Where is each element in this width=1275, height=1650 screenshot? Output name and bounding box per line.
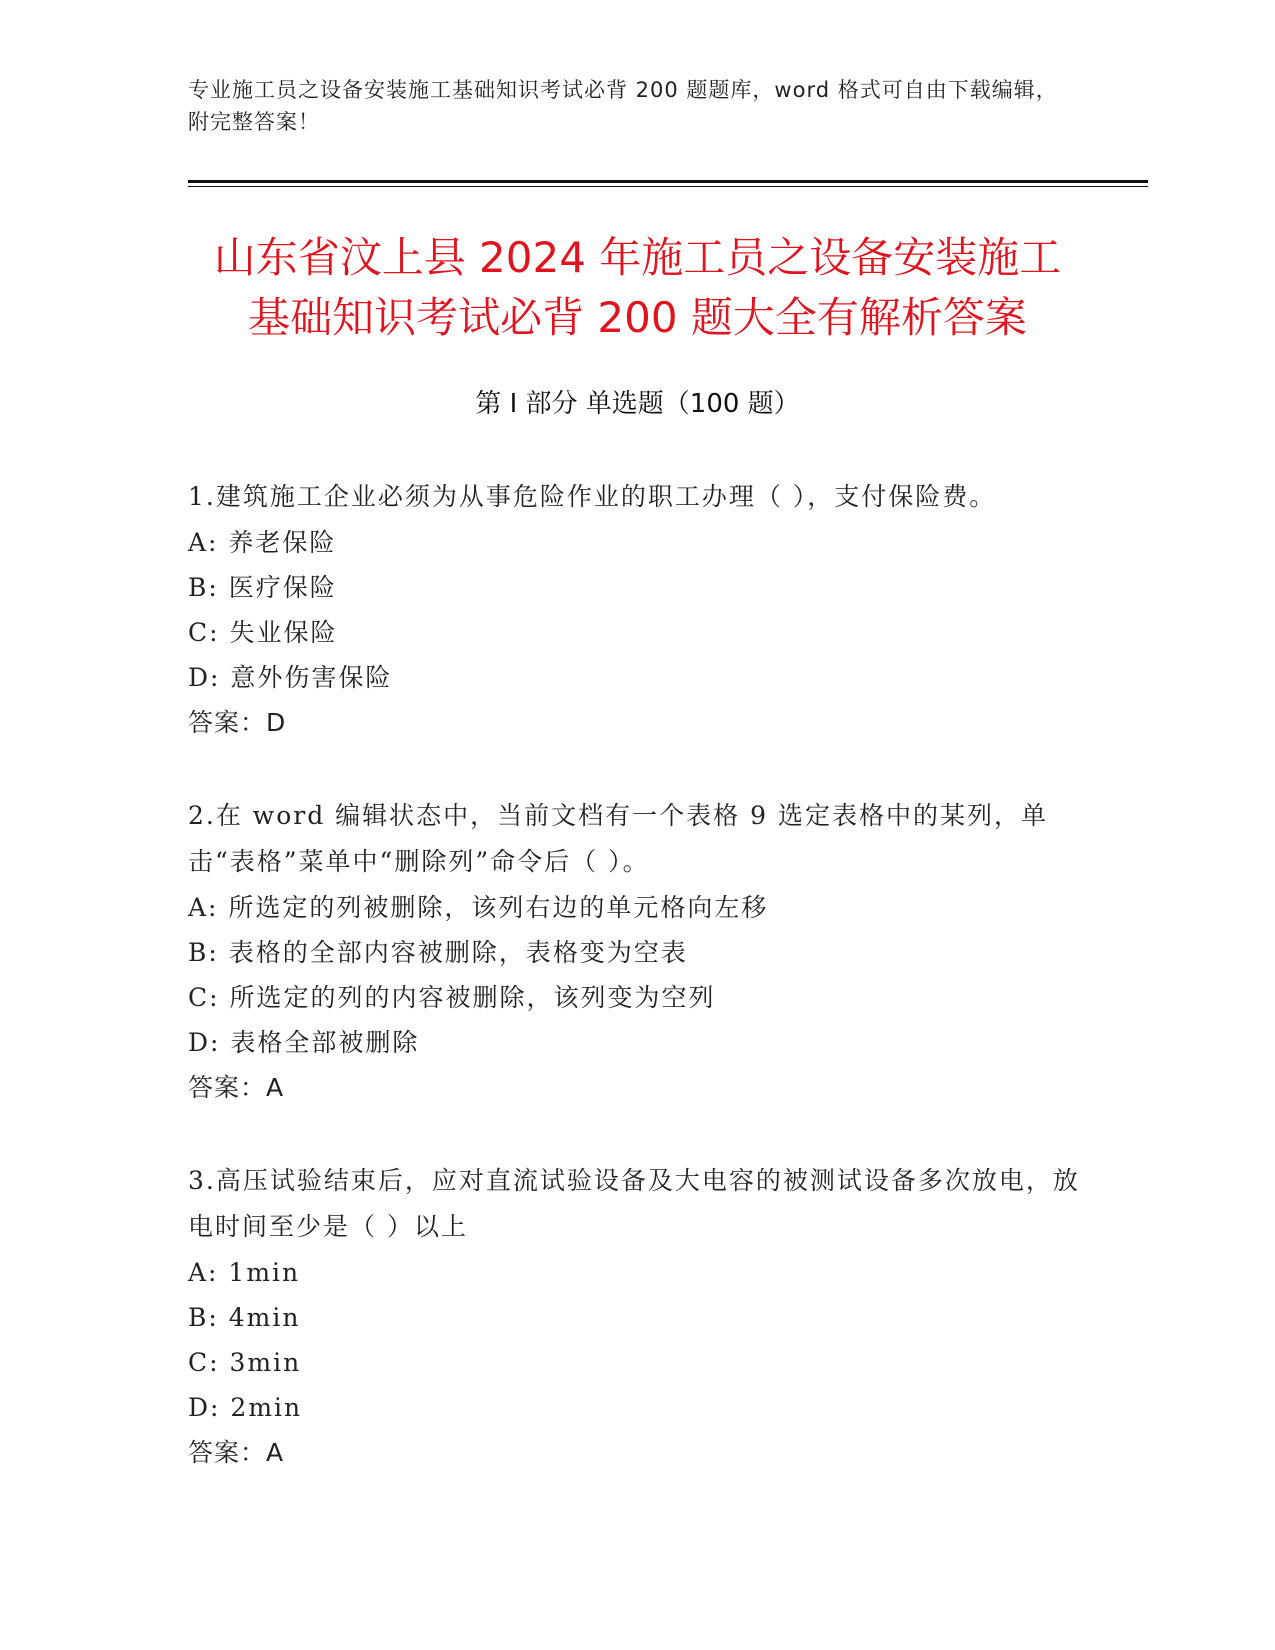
section-title: 第 I 部分 单选题（100 题） <box>475 389 800 419</box>
question-stem: 3.高压试验结束后，应对直流试验设备及大电容的被测试设备多次放电，放电时间至少是（ ）以上 <box>188 1166 1080 1241</box>
question-list <box>188 474 1088 1523</box>
option-b: B: 医疗保险 <box>188 573 337 602</box>
option-d: D: 意外伤害保险 <box>188 663 393 692</box>
option-a: A: 所选定的列被删除，该列右边的单元格向左移 <box>188 893 769 922</box>
header-description: 专业施工员之设备安装施工基础知识考试必背 200 题题库，word 格式可自由下载编辑，附完整答案！ <box>188 78 1058 134</box>
answer: 答案：A <box>188 1073 285 1102</box>
document-title-line-2: 基础知识考试必背 200 题大全有解析答案 <box>248 293 1027 342</box>
question-1 <box>188 474 1088 745</box>
option-c: C: 所选定的列的内容被删除，该列变为空列 <box>188 983 716 1012</box>
option-d: D: 表格全部被删除 <box>188 1028 420 1057</box>
question-stem: 1.建筑施工企业必须为从事危险作业的职工办理（ ），支付保险费。 <box>188 482 997 511</box>
option-c: C: 失业保险 <box>188 618 338 647</box>
question-stem: 2.在 word 编辑状态中，当前文档有一个表格 9 选定表格中的某列，单击“表格”菜单中“删除列”命令后（ ）。 <box>188 801 1048 876</box>
option-b: B: 表格的全部内容被删除，表格变为空表 <box>188 938 688 967</box>
option-d: D: 2min <box>188 1393 303 1422</box>
option-a: A: 养老保险 <box>188 528 337 557</box>
answer: 答案：D <box>188 708 287 737</box>
header-divider-thin <box>188 186 1148 187</box>
document-title <box>150 228 1125 348</box>
option-a: A: 1min <box>188 1258 301 1287</box>
question-3 <box>188 1158 1088 1475</box>
question-2 <box>188 793 1088 1110</box>
document-title-line-1: 山东省汶上县 2024 年施工员之设备安装施工 <box>213 233 1062 282</box>
option-b: B: 4min <box>188 1303 301 1332</box>
answer: 答案：A <box>188 1438 285 1467</box>
header-divider-thick <box>188 180 1148 183</box>
option-c: C: 3min <box>188 1348 302 1377</box>
